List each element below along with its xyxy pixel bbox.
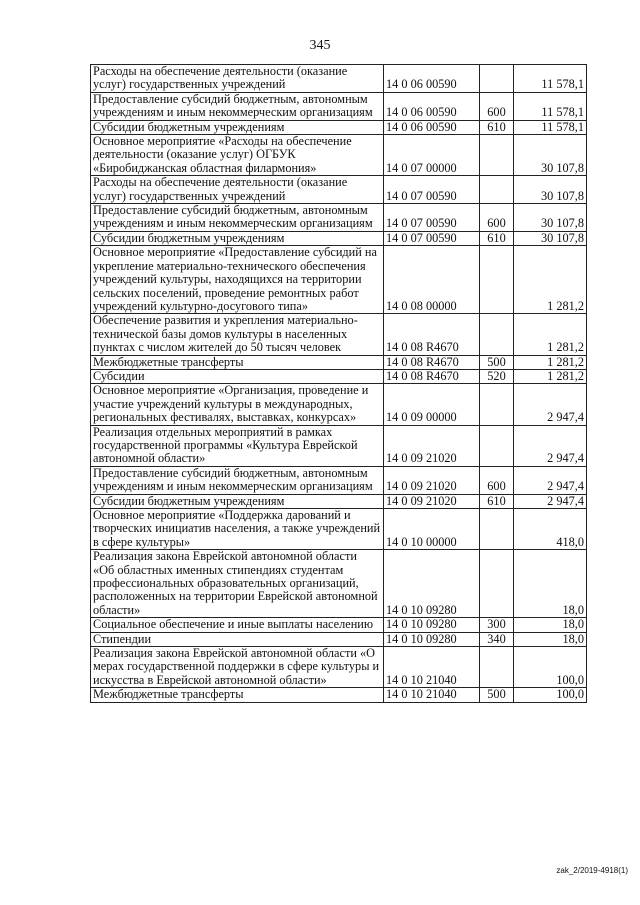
row-code-cell: 14 0 07 00000 (384, 135, 480, 176)
row-name-cell: Предоставление субсидий бюджетным, автономным учреждениям и иным некоммерческим организациям (91, 204, 384, 232)
row-sum-cell: 1 281,2 (514, 369, 587, 383)
row-name-cell: Субсидии бюджетным учреждениям (91, 494, 384, 508)
row-sum-cell: 2 947,4 (514, 466, 587, 494)
table-row (91, 314, 587, 355)
row-expense-type-cell: 600 (480, 92, 514, 120)
row-code-cell: 14 0 06 00590 (384, 92, 480, 120)
row-expense-type-cell: 610 (480, 231, 514, 245)
row-name-cell: Предоставление субсидий бюджетным, автономным учреждениям и иным некоммерческим организациям (91, 466, 384, 494)
row-sum-cell: 18,0 (514, 632, 587, 646)
row-code-cell: 14 0 10 09280 (384, 632, 480, 646)
row-sum-cell: 18,0 (514, 550, 587, 618)
row-code-cell: 14 0 09 21020 (384, 466, 480, 494)
table-row (91, 425, 587, 466)
table-row (91, 355, 587, 369)
row-code-cell: 14 0 07 00590 (384, 176, 480, 204)
row-code-cell: 14 0 08 R4670 (384, 369, 480, 383)
row-code-cell: 14 0 10 21040 (384, 688, 480, 702)
row-name-cell: Субсидии бюджетным учреждениям (91, 120, 384, 134)
row-name-cell: Реализация отдельных мероприятий в рамках государственной программы «Культура Еврейской автономной области» (91, 425, 384, 466)
row-code-cell: 14 0 06 00590 (384, 65, 480, 93)
row-sum-cell: 11 578,1 (514, 92, 587, 120)
row-name-cell: Социальное обеспечение и иные выплаты населению (91, 618, 384, 632)
table-row (91, 550, 587, 618)
row-expense-type-cell (480, 425, 514, 466)
table-row (91, 204, 587, 232)
row-name-cell: Основное мероприятие «Поддержка дарований и творческих инициатив населения, а также учреждений в сфере культуры» (91, 509, 384, 550)
row-code-cell: 14 0 08 R4670 (384, 314, 480, 355)
row-code-cell: 14 0 09 21020 (384, 425, 480, 466)
row-name-cell: Субсидии (91, 369, 384, 383)
row-name-cell: Реализация закона Еврейской автономной области «Об областных именных стипендиях студентам профессиональных образовательных организаций, расположенных на территории Еврейской автономной области» (91, 550, 384, 618)
row-sum-cell: 2 947,4 (514, 425, 587, 466)
row-expense-type-cell (480, 509, 514, 550)
row-name-cell: Стипендии (91, 632, 384, 646)
row-name-cell: Основное мероприятие «Предоставление субсидий на укрепление материально-технического обеспечения учреждений культуры, находящихся на территории сельских поселений, проведение ремонтных работ учреждений культурно-досугового типа» (91, 246, 384, 314)
row-sum-cell: 1 281,2 (514, 355, 587, 369)
row-expense-type-cell: 500 (480, 355, 514, 369)
row-name-cell: Обеспечение развития и укрепления материально-технической базы домов культуры в населенных пунктах с числом жителей до 50 тысяч человек (91, 314, 384, 355)
table-row (91, 246, 587, 314)
row-sum-cell: 1 281,2 (514, 246, 587, 314)
row-name-cell: Межбюджетные трансферты (91, 355, 384, 369)
table-row (91, 65, 587, 93)
row-sum-cell: 418,0 (514, 509, 587, 550)
row-sum-cell: 11 578,1 (514, 65, 587, 93)
row-code-cell: 14 0 09 21020 (384, 494, 480, 508)
table-row (91, 369, 587, 383)
row-expense-type-cell (480, 384, 514, 425)
row-code-cell: 14 0 08 R4670 (384, 355, 480, 369)
row-sum-cell: 100,0 (514, 688, 587, 702)
row-expense-type-cell: 610 (480, 120, 514, 134)
row-code-cell: 14 0 07 00590 (384, 231, 480, 245)
table-row (91, 688, 587, 702)
row-expense-type-cell: 600 (480, 466, 514, 494)
table-row (91, 92, 587, 120)
row-sum-cell: 1 281,2 (514, 314, 587, 355)
table-row (91, 618, 587, 632)
table-row (91, 231, 587, 245)
row-name-cell: Основное мероприятие «Расходы на обеспечение деятельности (оказание услуг) ОГБУК «Биробиджанская областная филармония» (91, 135, 384, 176)
row-expense-type-cell (480, 647, 514, 688)
row-code-cell: 14 0 08 00000 (384, 246, 480, 314)
row-sum-cell: 11 578,1 (514, 120, 587, 134)
row-sum-cell: 30 107,8 (514, 204, 587, 232)
row-name-cell: Расходы на обеспечение деятельности (оказание услуг) государственных учреждений (91, 176, 384, 204)
row-name-cell: Межбюджетные трансферты (91, 688, 384, 702)
row-expense-type-cell (480, 550, 514, 618)
table-row (91, 135, 587, 176)
table-row (91, 176, 587, 204)
table-row (91, 509, 587, 550)
table-row (91, 384, 587, 425)
row-sum-cell: 2 947,4 (514, 384, 587, 425)
row-name-cell: Реализация закона Еврейской автономной области «О мерах государственной поддержки в сфере культуры и искусства в Еврейской автономной области» (91, 647, 384, 688)
row-code-cell: 14 0 10 21040 (384, 647, 480, 688)
document-code: zak_2/2019-4918(1) (556, 866, 628, 875)
row-name-cell: Основное мероприятие «Организация, проведение и участие учреждений культуры в международных, региональных фестивалях, выставках, конкурсах» (91, 384, 384, 425)
row-expense-type-cell: 300 (480, 618, 514, 632)
row-name-cell: Предоставление субсидий бюджетным, автономным учреждениям и иным некоммерческим организациям (91, 92, 384, 120)
row-code-cell: 14 0 10 09280 (384, 550, 480, 618)
row-sum-cell: 30 107,8 (514, 135, 587, 176)
row-expense-type-cell: 340 (480, 632, 514, 646)
row-sum-cell: 30 107,8 (514, 231, 587, 245)
table-row (91, 632, 587, 646)
budget-table (90, 64, 587, 703)
row-sum-cell: 100,0 (514, 647, 587, 688)
row-expense-type-cell (480, 135, 514, 176)
table-row (91, 647, 587, 688)
page-number: 345 (309, 38, 331, 53)
row-code-cell: 14 0 06 00590 (384, 120, 480, 134)
table-row (91, 494, 587, 508)
row-name-cell: Субсидии бюджетным учреждениям (91, 231, 384, 245)
row-expense-type-cell: 520 (480, 369, 514, 383)
row-sum-cell: 2 947,4 (514, 494, 587, 508)
row-sum-cell: 18,0 (514, 618, 587, 632)
row-expense-type-cell: 610 (480, 494, 514, 508)
row-expense-type-cell (480, 176, 514, 204)
row-expense-type-cell (480, 65, 514, 93)
budget-table-body (91, 65, 587, 703)
table-row (91, 466, 587, 494)
table-row (91, 120, 587, 134)
row-sum-cell: 30 107,8 (514, 176, 587, 204)
row-code-cell: 14 0 10 09280 (384, 618, 480, 632)
row-expense-type-cell (480, 246, 514, 314)
row-expense-type-cell: 600 (480, 204, 514, 232)
row-expense-type-cell (480, 314, 514, 355)
row-code-cell: 14 0 07 00590 (384, 204, 480, 232)
row-expense-type-cell: 500 (480, 688, 514, 702)
row-code-cell: 14 0 10 00000 (384, 509, 480, 550)
row-name-cell: Расходы на обеспечение деятельности (оказание услуг) государственных учреждений (91, 65, 384, 93)
row-code-cell: 14 0 09 00000 (384, 384, 480, 425)
